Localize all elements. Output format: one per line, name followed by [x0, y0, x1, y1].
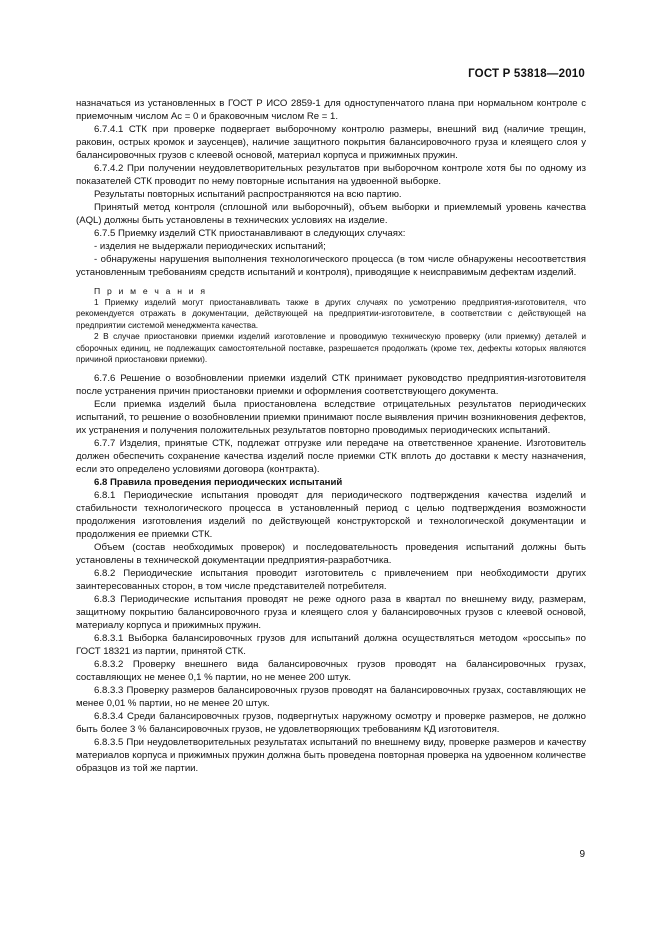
page-number: 9 [579, 849, 585, 860]
paragraph: 6.8.2 Периодические испытания проводит изготовитель с привлечением при необходимости других заинтересованных сторон, в том числе представителей потребителя. [76, 568, 586, 593]
paragraph: 6.7.5 Приемку изделий СТК приостанавливают в следующих случаях: [94, 228, 406, 239]
paragraphs-top [76, 97, 586, 279]
note-item: 2 В случае приостановки приемки изделий изготовление и проводимую техническую проверку (или приемку) деталей и сборочных единиц, не подлежащих самостоятельной поставке, разрешается продолжать (кроме тех, дефекты которых являются причиной приостановки приемки). [76, 331, 586, 365]
section-heading: 6.8 Правила проведения периодических испытаний [94, 477, 343, 489]
paragraph: 6.8.3.2 Проверку внешнего вида балансировочных грузов проводят на балансировочных грузах, составляющих не менее 0,1 % партии, но не менее 200 штук. [76, 659, 586, 684]
list-item: - изделия не выдержали периодических испытаний; [94, 241, 326, 252]
paragraph: Принятый метод контроля (сплошной или выборочный), объем выборки и приемлемый уровень качества (AQL) должны быть установлены в технических условиях на изделие. [76, 202, 586, 226]
notes-block [76, 285, 586, 372]
paragraph: 6.7.6 Решение о возобновлении приемки изделий СТК принимает руководство предприятия-изготовителя после устранения причин приостановки приемки и оформления соответствующего документа. [76, 373, 586, 398]
paragraph: 6.8.3.5 При неудовлетворительных результатах испытаний по внешнему виду, проверке размеров и качеству материалов корпуса и прижимных пружин должна быть проведена повторная проверка на удвоенном количестве образцов из той же партии. [76, 737, 586, 775]
list-item: - обнаружены нарушения выполнения технологического процесса (в том числе обнаружены несоответствия установленным требованиям средств испытаний и контроля), приводящие к неисправимым дефектам изделий. [76, 254, 586, 278]
paragraphs-bottom [76, 489, 586, 775]
note-item: 1 Приемку изделий могут приостанавливать также в других случаях по усмотрению предприятия-изготовителя, что рекомендуется отражать в документации, действующей на предприятии-изготовителе, в соответствии с действующей на предприятии системой менеджмента качества. [76, 297, 586, 330]
paragraph: Объем (состав необходимых проверок) и последовательность проведения испытаний должны быть установлены в технической документации предприятия-разработчика. [76, 542, 586, 567]
paragraph: 6.8.3.4 Среди балансировочных грузов, подвергнутых наружному осмотру и проверке размеров, не должно быть более 3 % балансировочных грузов, не удовлетворяющих требованиям КД изготовителя. [76, 711, 586, 736]
paragraph: Если приемка изделий была приостановлена вследствие отрицательных результатов периодических испытаний, то решение о возобновлении приемки принимают после выявления причин возникновения дефектов, их устранения и получения положительных результатов повторно проводимых периодических испытаний. [76, 399, 586, 437]
paragraph: 6.8.1 Периодические испытания проводят для периодического подтверждения качества изделий и стабильности технологического процесса в установленный период с целью подтверждения возможности продолжения изготовления изделий по действующей конструкторской и технологической документации и продолжения ее приемки СТК. [76, 490, 586, 541]
paragraphs-mid [76, 372, 586, 476]
paragraph: 6.7.4.1 СТК при проверке подвергает выборочному контролю размеры, внешний вид (наличие трещин, раковин, острых кромок и заусенцев), наличие защитного покрытия балансировочного груза и клеящего слоя у балансировочных грузов с клеевой основой, материал корпуса и прижимных пружин. [76, 124, 586, 161]
notes-title: П р и м е ч а н и я [94, 286, 208, 296]
paragraph: 6.8.3.1 Выборка балансировочных грузов для испытаний должна осуществляться методом «россыпь» по ГОСТ 18321 из партии, принятой СТК. [76, 633, 586, 658]
paragraph: 6.7.4.2 При получении неудовлетворительных результатов при выборочном контроле хотя бы по одному из показателей СТК проводит по нему повторные испытания на удвоенной выборке. [76, 163, 586, 187]
paragraph: 6.8.3.3 Проверку размеров балансировочных грузов проводят на балансировочных грузах, составляющих не менее 0,01 % партии, но не менее 20 штук. [76, 685, 586, 710]
paragraph: назначаться из установленных в ГОСТ Р ИСО 2859-1 для одноступенчатого плана при нормальном контроле с приемочным числом Ac = 0 и браковочным числом Re = 1. [76, 98, 586, 122]
document-number-header: ГОСТ Р 53818—2010 [468, 68, 585, 80]
paragraph: 6.8.3 Периодические испытания проводят не реже одного раза в квартал по внешнему виду, размерам, защитному покрытию балансировочного груза и клеящего слоя у балансировочных грузов с клеевой основой, материалу корпуса и прижимных пружин. [76, 594, 586, 632]
page-content [76, 97, 586, 775]
paragraph: 6.7.7 Изделия, принятые СТК, подлежат отгрузке или передаче на ответственное хранение. Изготовитель должен обеспечить сохранение качества изделий после приемки СТК вплоть до доставки к месту назначения, если это определено условиями договора (контракта). [76, 438, 586, 476]
paragraph: Результаты повторных испытаний распространяются на всю партию. [94, 189, 402, 200]
